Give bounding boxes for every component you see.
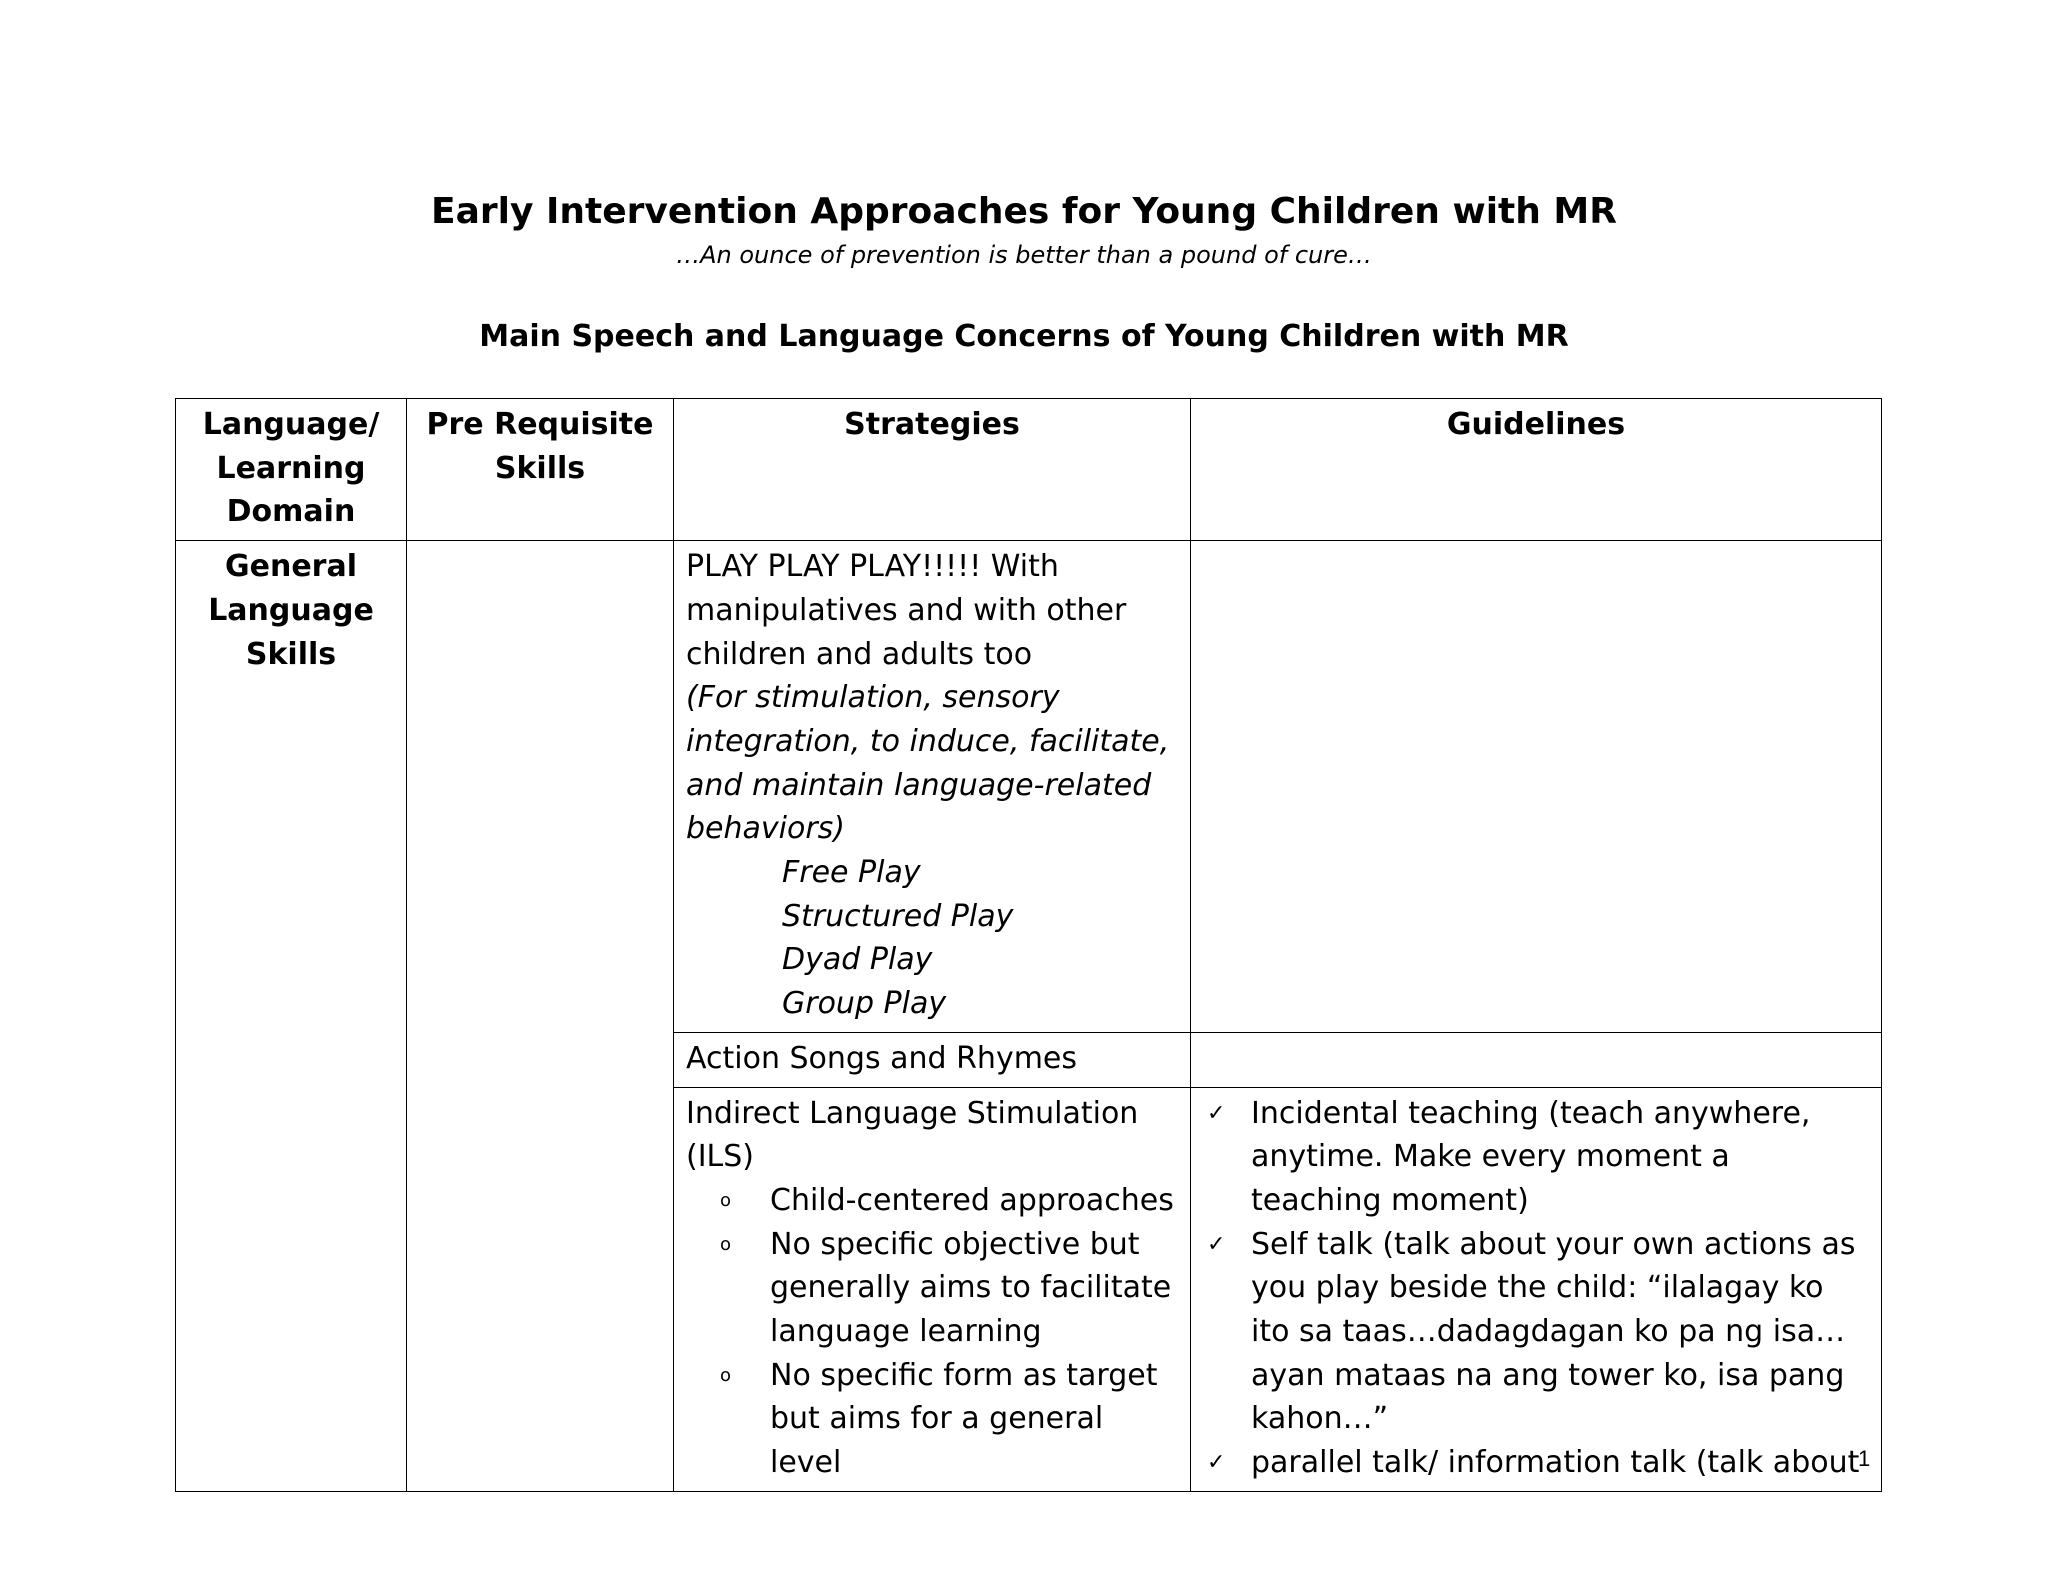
list-item: Group Play bbox=[782, 986, 947, 1022]
play-guidelines-cell bbox=[1191, 541, 1882, 1033]
document-subtitle: …An ounce of prevention is better than a pound of cure… bbox=[676, 241, 1372, 269]
concerns-table bbox=[175, 398, 1882, 1492]
checkmark-icon: ✓ bbox=[1207, 1450, 1226, 1476]
circle-bullet-icon: o bbox=[720, 1364, 732, 1386]
songs-strategy-cell: Action Songs and Rhymes bbox=[674, 1032, 1191, 1087]
ils-points-list bbox=[686, 1179, 1178, 1485]
prerequisite-cell bbox=[407, 541, 674, 1492]
circle-bullet-icon: o bbox=[720, 1233, 732, 1255]
list-item-text: parallel talk/ information talk (talk about bbox=[1251, 1445, 1860, 1481]
list-item bbox=[686, 1223, 1178, 1354]
header-strategies: Strategies bbox=[674, 399, 1191, 541]
checkmark-icon: ✓ bbox=[1207, 1231, 1226, 1257]
header-guidelines: Guidelines bbox=[1191, 399, 1882, 541]
section-heading: Main Speech and Language Concerns of Young Children with MR bbox=[479, 319, 1569, 354]
list-item-text: No specific objective but generally aims to facilitate language learning bbox=[770, 1226, 1172, 1350]
header-prerequisite: Pre Requisite Skills bbox=[407, 399, 674, 541]
guidelines-list bbox=[1203, 1092, 1869, 1485]
play-purpose: (For stimulation, sensory integration, to induce, facilitate, and maintain language-related behaviors) bbox=[686, 680, 1170, 847]
play-intro: PLAY PLAY PLAY!!!!! With manipulatives and with other children and adults too bbox=[686, 549, 1127, 672]
play-types-list bbox=[686, 851, 1178, 1026]
document-title: Early Intervention Approaches for Young Children with MR bbox=[431, 191, 1617, 232]
list-item-text: No specific form as target but aims for a general level bbox=[770, 1357, 1158, 1481]
play-strategy-cell bbox=[674, 541, 1191, 1033]
ils-title: Indirect Language Stimulation (ILS) bbox=[686, 1095, 1139, 1175]
songs-guidelines-cell bbox=[1191, 1032, 1882, 1087]
list-item-text: Incidental teaching (teach anywhere, anytime. Make every moment a teaching moment) bbox=[1251, 1095, 1811, 1218]
list-item: Free Play bbox=[782, 855, 921, 891]
list-item-text: Child-centered approaches bbox=[770, 1182, 1174, 1218]
page-number: 1 bbox=[1858, 1446, 1871, 1471]
list-item bbox=[1203, 1223, 1869, 1442]
list-item-text: Self talk (talk about your own actions as you play beside the child: “ilalagay ko ito sa taas…dadagdagan ko pa ng isa…ayan mataas na ang tower ko, isa pang kahon…” bbox=[1251, 1226, 1856, 1437]
list-item: Structured Play bbox=[782, 898, 1014, 934]
circle-bullet-icon: o bbox=[720, 1189, 732, 1211]
domain-cell: General Language Skills bbox=[176, 541, 407, 1492]
list-item bbox=[1203, 1441, 1869, 1485]
list-item bbox=[686, 1179, 1178, 1223]
list-item: Dyad Play bbox=[782, 942, 933, 978]
table-row bbox=[176, 541, 1882, 1033]
list-item bbox=[686, 1354, 1178, 1485]
header-domain: Language/ Learning Domain bbox=[176, 399, 407, 541]
list-item bbox=[1203, 1092, 1869, 1223]
ils-guidelines-cell bbox=[1191, 1087, 1882, 1491]
checkmark-icon: ✓ bbox=[1207, 1100, 1226, 1126]
table-header-row bbox=[176, 399, 1882, 541]
ils-strategy-cell bbox=[674, 1087, 1191, 1491]
